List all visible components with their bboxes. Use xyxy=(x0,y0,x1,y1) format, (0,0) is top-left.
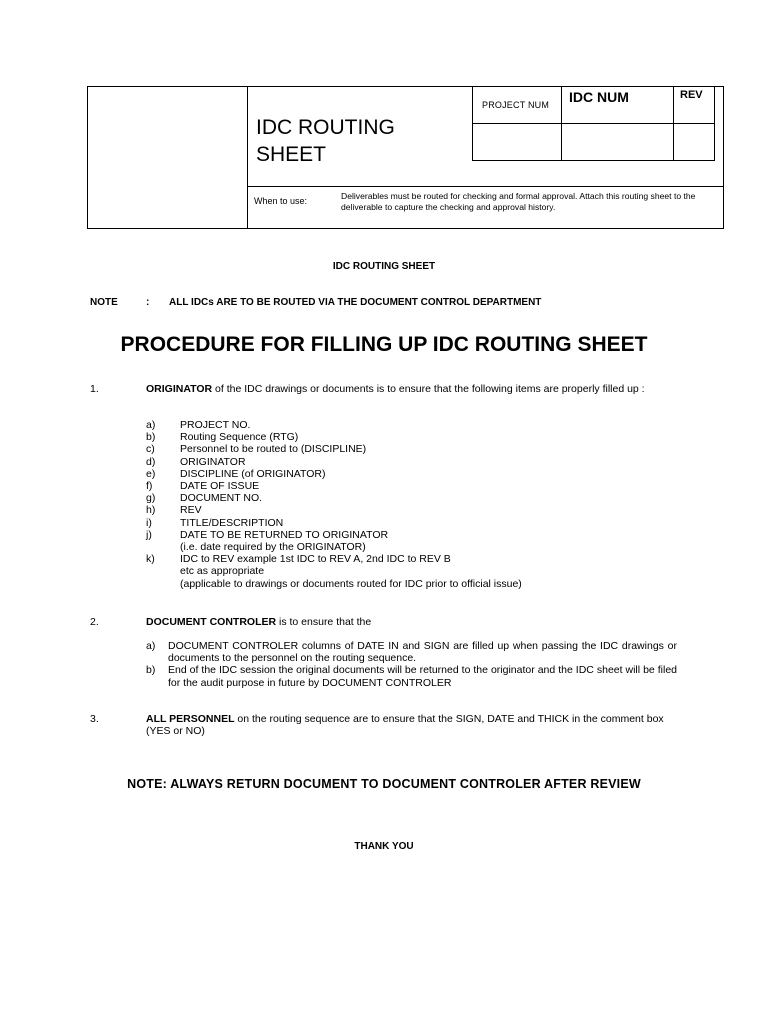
idc-num-label: IDC NUM xyxy=(562,87,674,124)
list-item: b) End of the IDC session the original documents will be returned to the originator and the IDC sheet will be filed for the audit purpose in future by DOCUMENT CONTROLER xyxy=(146,664,677,689)
project-num-label: PROJECT NUM xyxy=(473,87,562,124)
note-text: ALL IDCs ARE TO BE ROUTED VIA THE DOCUMENT CONTROL DEPARTMENT xyxy=(169,297,542,308)
list-item: j) DATE TO BE RETURNED TO ORIGINATOR (i.e. date required by the ORIGINATOR) xyxy=(146,528,389,554)
header-divider-vertical xyxy=(247,86,248,229)
sheet-title-line1: IDC ROUTING xyxy=(256,116,395,139)
sheet-title xyxy=(256,114,395,168)
section1-list xyxy=(146,419,686,590)
list-item: a) PROJECT NO. xyxy=(146,419,251,431)
section1-text: of the IDC drawings or documents is to ensure that the following items are properly filled up : xyxy=(212,383,645,395)
note-label: NOTE xyxy=(90,297,118,308)
final-note: NOTE: ALWAYS RETURN DOCUMENT TO DOCUMENT CONTROLER AFTER REVIEW xyxy=(127,777,641,791)
sheet-title-line2: SHEET xyxy=(256,143,327,166)
section2-list xyxy=(146,640,677,689)
rev-label: REV xyxy=(674,87,715,124)
section1-intro xyxy=(146,383,678,395)
thank-you: THANK YOU xyxy=(354,841,414,852)
section3-lead: ALL PERSONNEL xyxy=(146,713,235,725)
list-item: e) DISCIPLINE (of ORIGINATOR) xyxy=(146,467,326,480)
list-item: d) ORIGINATOR xyxy=(146,455,246,468)
section3-text: on the routing sequence are to ensure that the SIGN, DATE and THICK in the comment box (YES or NO) xyxy=(146,713,664,737)
section1-lead: ORIGINATOR xyxy=(146,383,213,395)
list-item: c) Personnel to be routed to (DISCIPLINE) xyxy=(146,443,367,456)
section2-number: 2. xyxy=(90,616,99,628)
section2-intro xyxy=(146,616,678,628)
list-item: i) TITLE/DESCRIPTION xyxy=(146,516,284,529)
note-colon: : xyxy=(146,297,150,308)
section1-number: 1. xyxy=(90,383,99,395)
header-divider-horizontal xyxy=(247,186,724,187)
list-item: g) DOCUMENT NO. xyxy=(146,492,263,505)
project-info-table xyxy=(472,86,715,161)
list-item: k) IDC to REV example 1st IDC to REV A, 2nd IDC to REV B etc as appropriate (applicable to drawings or documents routed for IDC prior to official issue) xyxy=(146,553,522,590)
rev-value-cell[interactable] xyxy=(674,124,715,161)
section2-text: is to ensure that the xyxy=(276,616,372,628)
list-item: f) DATE OF ISSUE xyxy=(146,480,260,493)
idc-num-value-cell[interactable] xyxy=(562,124,674,161)
subheading: IDC ROUTING SHEET xyxy=(332,261,436,272)
when-to-use-text: Deliverables must be routed for checking and formal approval. Attach this routing sheet to the deliverable to capture the checking and approval history. xyxy=(341,191,696,212)
list-item: b) Routing Sequence (RTG) xyxy=(146,431,299,444)
list-item: a) DOCUMENT CONTROLER columns of DATE IN and SIGN are filled up when passing the IDC drawings or documents to the personnel on the routing sequence. xyxy=(146,640,677,665)
when-to-use-label: When to use: xyxy=(254,196,308,206)
section2-lead: DOCUMENT CONTROLER xyxy=(146,616,277,628)
section3-number: 3. xyxy=(90,713,99,725)
section3-text-block xyxy=(146,713,678,737)
procedure-title: PROCEDURE FOR FILLING UP IDC ROUTING SHEET xyxy=(120,333,648,356)
project-num-value-cell[interactable] xyxy=(473,124,562,161)
list-item: h) REV xyxy=(146,504,202,517)
